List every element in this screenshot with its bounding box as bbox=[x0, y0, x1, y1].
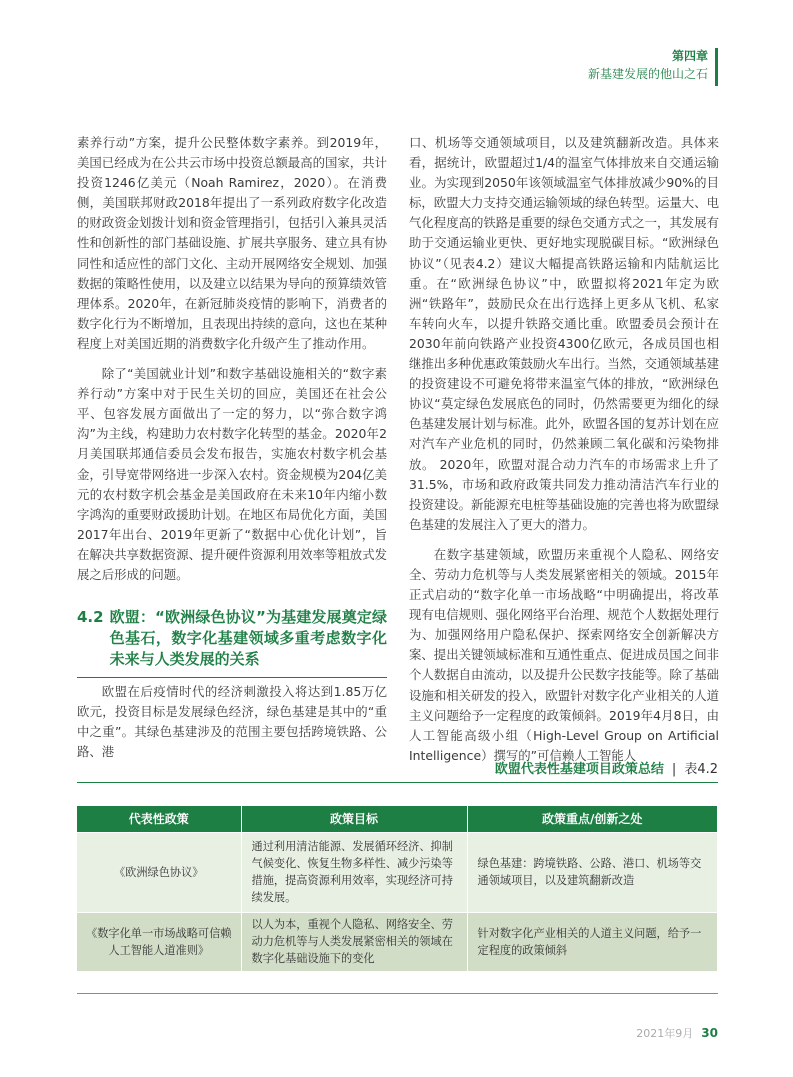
chapter-title: 新基建发展的他山之石 bbox=[587, 67, 708, 81]
right-column bbox=[409, 133, 719, 766]
left-paragraph-2: 除了“美国就业计划”和数字基础设施相关的“数字素养行动”方案中对于民生关切的回应，美国还在社会公平、包容发展方面做出了一定的努力，以“弥合数字鸿沟”为主线，构建助力农村数字化转型的基金。2020年2月美国联邦通信委员会发布报告，实施农村数字机会基金，引导宽带网络进一步深入农村。资金规模为204亿美元的农村数字机会基金是美国政府在未来10年内缩小数字鸿沟的重要财政援助计划。在地区布局优化方面，美国2017年出台、2019年更新了“数据中心优化计划”，旨在解决共享数据资源、提升硬件资源利用效率等粗放式发展之后形成的问题。 bbox=[77, 366, 387, 582]
chapter-header bbox=[588, 47, 708, 83]
table-caption-separator: | bbox=[671, 762, 677, 777]
table-cell-focus: 绿色基建：跨境铁路、公路、港口、机场等交通领域项目，以及建筑翻新改造 bbox=[467, 832, 717, 912]
table-header-row bbox=[77, 806, 717, 832]
table-row bbox=[77, 832, 717, 912]
table-caption-title: 欧盟代表性基建项目政策总结 bbox=[494, 762, 664, 777]
left-paragraph-1: 素养行动”方案，提升公民整体数字素养。到2019年，美国已经成为在公共云市场中投资总额最高的国家，共计投资1246亿美元（Noah Ramirez，2020）。在消费侧，美国联邦财政2018年提出了一系列政府数字化改造的财政资金划拨计划和资金管理指引，包括引入兼具灵活性和创新性的部门基础设施、扩展共享服务、建立具有协同性和适应性的部门文化、主动开展网络安全规划、加强数据的策略性使用，以及建立以结果为导向的预算绩效管理体系。2020年，在新冠肺炎疫情的影响下，消费者的数字化行为不断增加，且表现出持续的意向，这也在某种程度上对美国近期的消费数字化升级产生了推动作用。 bbox=[77, 135, 387, 351]
table-header-policy: 代表性政策 bbox=[77, 806, 241, 832]
table-header-goal: 政策目标 bbox=[241, 806, 467, 832]
table-cell-policy: 《数字化单一市场战略可信赖人工智能人道准则》 bbox=[77, 912, 241, 971]
chapter-number: 第四章 bbox=[671, 49, 708, 63]
table-top-rule bbox=[77, 782, 718, 783]
table-cell-policy: 《欧洲绿色协议》 bbox=[77, 832, 241, 912]
policy-table bbox=[77, 806, 717, 971]
table-row bbox=[77, 912, 717, 971]
table-caption bbox=[495, 758, 718, 777]
right-paragraph-1: 口、机场等交通领域项目，以及建筑翻新改造。具体来看，据统计，欧盟超过1/4的温室气体排放来自交通运输业。为实现到2050年该领域温室气体排放减少90%的目标，欧盟大力支持交通运输领域的绿色转型。运量大、电气化程度高的铁路是重要的绿色交通方式之一，其发展有助于交通运输业更快、更好地实现脱碳目标。“欧洲绿色协议”（见表4.2）建议大幅提高铁路运输和内陆航运比重。在“欧洲绿色协议”中，欧盟拟将2021年定为欧洲“铁路年”，鼓励民众在出行选择上更多从飞机、私家车转向火车，以提升铁路交通比重。欧盟委员会预计在2030年前向铁路产业投资4300亿欧元，各成员国也相继推出多种优惠政策鼓励火车出行。当然，交通领域基建的投资建设不可避免将带来温室气体的排放，“欧洲绿色协议“莫定绿色发展底色的同时，仍然需要更为细化的绿色基建发展计划与标准。此外，欧盟各国的复苏计划在应对汽车产业危机的同时，仍然兼顾二氧化碳和污染物排放。 2020年，欧盟对混合动力汽车的市场需求上升了31.5%，市场和政府政策共同发力推动清洁汽车行业的投资建设。新能源充电桩等基础设施的完善也将为欧盟绿色基建的发展注入了更大的潜力。 bbox=[409, 135, 719, 532]
section-rule bbox=[77, 677, 387, 678]
table-header-focus: 政策重点/创新之处 bbox=[467, 806, 717, 832]
page-footer bbox=[636, 1025, 718, 1041]
section-heading bbox=[77, 607, 387, 670]
table-cell-goal: 通过利用清洁能源、发展循环经济、抑制气候变化、恢复生物多样性、减少污染等措施，提高资源利用效率，实现经济可持续发展。 bbox=[241, 832, 467, 912]
right-paragraph-2: 在数字基建领域，欧盟历来重视个人隐私、网络安全、劳动力危机等与人类发展紧密相关的领域。2015年正式启动的“数字化单一市场战略“中明确提出，将改革现有电信规则、强化网络平台治理、规范个人数据处理行为、加强网络用户隐私保护、探索网络安全创新解决方案、提出关键领域标准和互通性重点、促进成员国之间非个人数据自由流动，以及提升公民数字技能等。除了基础设施和相关研发的投入，欧盟针对数字化产业相关的人道主义问题给予一定程度的政策倾斜。2019年4月8日，由人工智能高级小组（High-Level Group on Artificial Intelligence）撰写的”可信赖人工智能人 bbox=[409, 546, 719, 763]
table-cell-goal: 以人为本，重视个人隐私、网络安全、劳动力危机等与人类发展紧密相关的领域在数字化基础设施下的变化 bbox=[241, 912, 467, 971]
section-title: 欧盟：“欧洲绿色协议”为基建发展奠定绿色基石，数字化基建领域多重考虑数字化未来与人类发展的关系 bbox=[109, 608, 387, 669]
left-column bbox=[77, 133, 387, 762]
table-cell-focus: 针对数字化产业相关的人道主义问题，给予一定程度的政策倾斜 bbox=[467, 912, 717, 971]
chapter-marker-rule bbox=[715, 48, 718, 86]
page-number: 30 bbox=[701, 1026, 718, 1040]
section-number: 4.2 bbox=[77, 608, 104, 627]
left-paragraph-3: 欧盟在后疫情时代的经济刺激投入将达到1.85万亿欧元，投资目标是发展绿色经济，绿色基建是其中的“重中之重”。其绿色基建涉及的范围主要包括跨境铁路、公路、港 bbox=[77, 684, 387, 760]
table-number: 表4.2 bbox=[684, 762, 718, 777]
table-bottom-rule bbox=[77, 993, 718, 994]
footer-date: 2021年9月 bbox=[636, 1027, 694, 1040]
